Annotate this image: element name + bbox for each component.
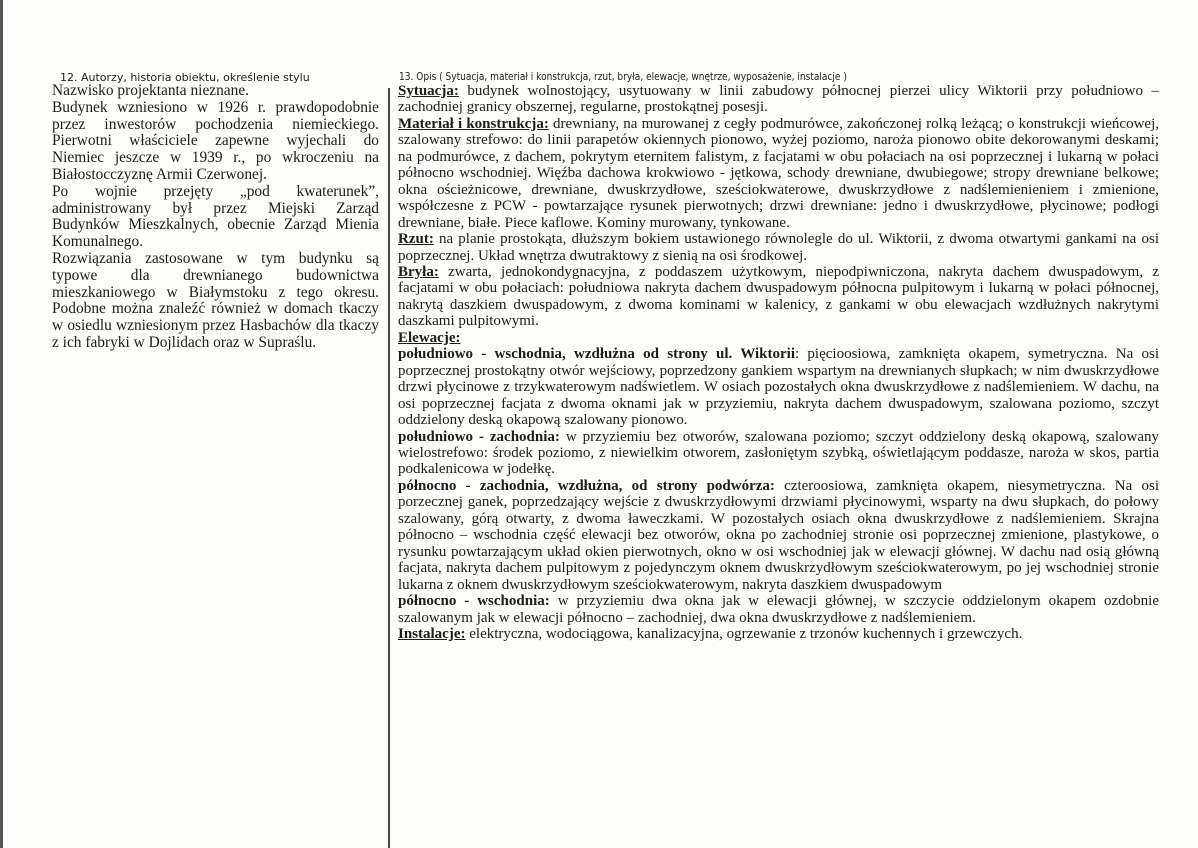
elevation-paragraph xyxy=(398,429,1159,478)
material-text: drewniany, na murowanej z cegły podmurówce, zakończonej rolką leżącą; o konstrukcji wieńcowej, szalowany strefowo: do linii parapetów okiennych pionowo, wyżej poziomo, naroża pionowo obite dekorowanymi deskami; na podmurówce, z dachem, pokrytym eternitem falistym, z facjatami w obu połaciach na osi poprzecznej i lukarną w połaci północno wschodniej. Więźba dachowa krokwiowo - jętkowa, schody drewniane, dwubiegowe; stropy drewniane belkowe; okna ościeżnicowe, drewniane, dwuskrzydłowe, sześciokwaterowe, dwuskrzydłowe z nadślemienieniem i zmienione, współczesne z PCW - powtarzające rysunek pierwotnych; drzwi drewniane: jedno i dwuskrzydłowe, płycinowe; podłogi drewniane, białe. Piece kaflowe. Kominy murowany, tynkowane. xyxy=(398,115,1159,231)
bryla-label: Bryła: xyxy=(398,263,439,280)
elevation-paragraph xyxy=(398,593,1159,626)
history-paragraph: Rozwiązania zastosowane w tym budynku są typowe dla drewnianego budownictwa mieszkaniowego w Białymstoku z tego okresu. Podobne można znaleźć również w domach tkaczy w osiedlu wzniesionym przez Hasbachów dla tkaczy z ich fabryki w Dojlidach oraz w Supraślu. xyxy=(52,249,379,351)
elewacje-heading xyxy=(398,330,1159,346)
elevation-text: w przyziemiu bez otworów, szalowana poziomo; szczyt oddzielony deską okapową, szalowany wielostrefowo: środek poziomo, z niewielkim otworem, zasłoniętym szybką, oświetlającym poddasze, naroża w skos, partia podkalenicowa w jodełkę. xyxy=(398,428,1159,478)
elevation-label: północno - zachodnia, wzdłużna, od strony podwórza: xyxy=(398,477,775,494)
elevation-paragraph xyxy=(398,346,1159,428)
instalacje-text: elektryczna, wodociągowa, kanalizacyjna, ogrzewanie z trzonów kuchennych i grzewczych. xyxy=(465,625,1023,642)
elevation-text: czteroosiowa, zamknięta okapem, niesymetryczna. Na osi porzecznej ganek, poprzedzający wejście z dwuskrzydłowymi drzwiami płycinowymi, wsparty na dwu słupkach, do połowy szalowany, górą otwarty, z dwoma ławeczkami. W pozostałych osiach okna dwuskrzydłowe z nadślemieniem. Skrajna północno – wschodnia część elewacji bez otworów, okna po zachodniej stronie osi poprzecznej zmienione, plastykowe, o rysunku powtarzającym układ okien pierwotnych, okno w osi wschodniej jak w elewacji głównej. W dachu nad osią główną facjata, nakryta dachem pulpitowym z pojedynczym oknem dwuskrzydłowym sześciokwaterowym, po jej wschodniej stronie lukarna z oknem dwuskrzydłowym sześciokwaterowym, nakryta daszkiem dwuspadowym xyxy=(398,477,1159,593)
sytuacja-paragraph xyxy=(398,83,1159,116)
instalacje-label: Instalacje: xyxy=(398,625,466,642)
material-label: Materiał i konstrukcja: xyxy=(398,115,549,132)
bryla-paragraph xyxy=(398,264,1159,330)
history-paragraph: Nazwisko projektanta nieznane. xyxy=(52,82,250,99)
instalacje-paragraph xyxy=(398,626,1159,642)
section-12-header: 12. Autorzy, historia obiektu, określenie stylu xyxy=(60,71,310,84)
column-divider xyxy=(388,88,390,848)
elevation-label: południowo - zachodnia: xyxy=(398,428,560,445)
sytuacja-text: budynek wolnostojący, usytuowany w linii zabudowy północnej pierzei ulicy Wiktorii przy południowo – zachodniej granicy obszernej, regularne, prostokątnej posesji. xyxy=(398,83,1159,116)
section-13-header: 13. Opis ( Sytuacja, materiał i konstrukcja, rzut, bryła, elewacje, wnętrze, wyposażenie, instalacje ) xyxy=(399,71,847,83)
rzut-text: na planie prostokąta, dłuższym bokiem ustawionego równolegle do ul. Wiktorii, z dwoma otwartymi gankami na osi poprzecznej. Układ wnętrza dwutraktowy z sienią na osi środkowej. xyxy=(398,231,1159,264)
material-paragraph xyxy=(398,116,1159,231)
sytuacja-label: Sytuacja: xyxy=(398,83,459,99)
history-column xyxy=(52,83,379,352)
description-column xyxy=(398,83,1159,642)
elewacje-label: Elewacje: xyxy=(398,329,461,346)
page-edge xyxy=(0,0,3,848)
bryla-text: zwarta, jednokondygnacyjna, z poddaszem użytkowym, niepodpiwniczona, nakryta dachem dwuspadowym, z facjatami w obu połaciach: południowa nakryta dachem dwuspadowym północna pulpitowym i lukarną w połaci północnej, nakrytą daszkiem dwuspadowym, z dwoma kominami w kalenicy, z gankami w obu elewacjach wzdłużnych nakrytymi daszkami pulpitowymi. xyxy=(398,263,1159,330)
elevation-text: w przyziemiu dwa okna jak w elewacji głównej, w szczycie oddzielonym okapem ozdobnie szalowanym jak w elewacji północno – zachodniej, dwa okna dwuskrzydłowe z nadślemieniem. xyxy=(398,593,1159,626)
rzut-label: Rzut: xyxy=(398,231,434,248)
elevation-text: : pięcioosiowa, zamknięta okapem, symetryczna. Na osi poprzecznej prostokątny otwór wejściowy, poprzedzony gankiem wspartym na drewnianych słupkach; w nim dwuskrzydłowe drzwi płycinowe z trzykwaterowym nadświetlem. W osiach pozostałych okna dwuskrzydłowe z nadślemieniem. W dachu, na osi poprzecznej facjata z dwoma oknami jak w przyziemiu, nakryta dachem dwuspadowym, szalowana poziomo, szczyt oddzielony deską okapową szalowany pionowo. xyxy=(398,346,1159,429)
history-paragraph: Budynek wzniesiono w 1926 r. prawdopodobnie przez inwestorów pochodzenia niemieckiego. Pierwotni właściciele zapewne wyjechali do Niemiec jeszcze w 1939 r., po wkroczeniu na Białostocczyznę Armii Czerwonej. xyxy=(52,98,379,183)
elevation-label: północno - wschodnia: xyxy=(398,593,550,610)
elevation-label: południowo - wschodnia, wzdłużna od strony ul. Wiktorii xyxy=(398,346,796,363)
elevation-paragraph xyxy=(398,478,1159,593)
rzut-paragraph xyxy=(398,231,1159,264)
history-paragraph: Po wojnie przejęty „pod kwaterunek”, administrowany był przez Miejski Zarząd Budynków Mieszkalnych, obecnie Zarząd Mienia Komunalnego. xyxy=(52,182,379,251)
